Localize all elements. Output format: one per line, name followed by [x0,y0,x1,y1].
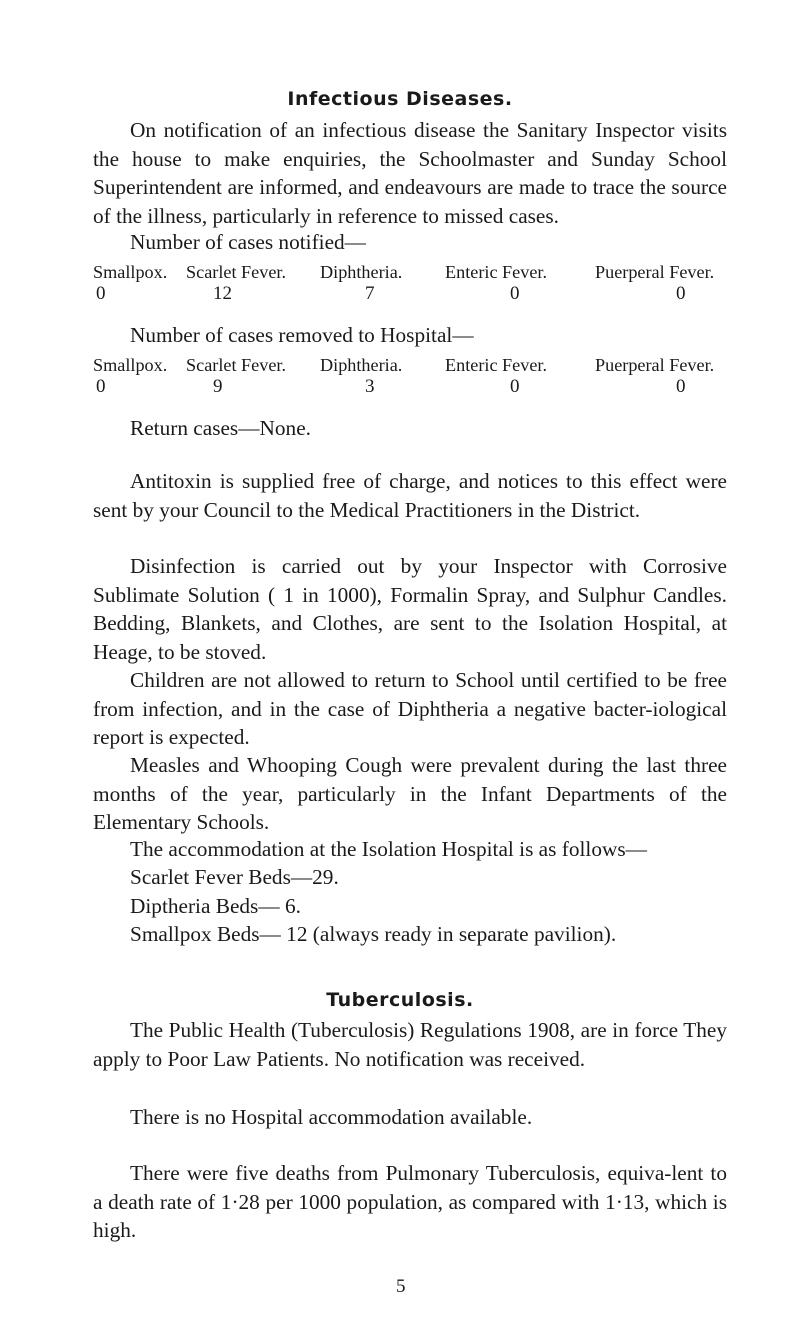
notified-label: Number of cases notified— [130,230,366,254]
notified-value: 0 [96,283,106,304]
children-paragraph: Children are not allowed to return to School until certified to be free from infection, and in the case of Diphtheria a negative bacter-iological report is expected. [93,668,727,749]
notified-table [93,262,727,305]
removed-value: 9 [213,376,223,397]
beds-line: Diptheria Beds— 6. [130,894,301,918]
removed-value: 0 [676,376,686,397]
measles-paragraph: Measles and Whooping Cough were prevalent during the last three months of the year, particularly in the Infant Departments of the Elementary Schools. [93,753,727,834]
infectious-diseases-heading: Infectious Diseases. [287,88,513,110]
hospital-accommodation-paragraph: There is no Hospital accommodation available. [130,1105,533,1129]
removed-value: 0 [96,376,106,397]
regulations-paragraph: The Public Health (Tuberculosis) Regulations 1908, are in force They apply to Poor Law Patients. No notification was received. [93,1018,727,1071]
page-number: 5 [396,1276,406,1297]
notified-value: 7 [365,283,375,304]
notified-value: 0 [676,283,686,304]
notification-paragraph: On notification of an infectious disease the Sanitary Inspector visits the house to make enquiries, the Schoolmaster and Sunday School Superintendent are informed, and endeavours are made to trace the source of the illness, particularly in reference to missed cases. [93,118,727,228]
removed-label: Number of cases removed to Hospital— [130,323,474,347]
removed-header: Enteric Fever. [445,355,548,375]
notified-value: 12 [213,283,232,304]
accommodation-intro: The accommodation at the Isolation Hospital is as follows— [130,837,647,861]
removed-header: Scarlet Fever. [186,355,286,375]
beds-line: Smallpox Beds— 12 (always ready in separate pavilion). [130,922,617,946]
removed-header: Puerperal Fever. [595,355,715,375]
disinfection-paragraph: Disinfection is carried out by your Inspector with Corrosive Sublimate Solution ( 1 in 1000), Formalin Spray, and Sulphur Candles. Bedding, Blankets, and Clothes, are sent to the Isolation Hospital, at Heage, to be stoved. [93,554,727,664]
removed-value: 3 [365,376,375,397]
removed-header: Diphtheria. [320,355,403,375]
notified-header: Diphtheria. [320,262,403,282]
notified-value: 0 [510,283,520,304]
tuberculosis-heading: Tuberculosis. [326,989,474,1011]
deaths-paragraph: There were five deaths from Pulmonary Tuberculosis, equiva-lent to a death rate of 1·28 per 1000 population, as compared with 1·13, which is high. [93,1161,727,1242]
return-cases-line: Return cases—None. [130,416,311,440]
removed-table [93,355,727,398]
beds-line: Scarlet Fever Beds—29. [130,865,339,889]
removed-value: 0 [510,376,520,397]
notified-header: Puerperal Fever. [595,262,715,282]
notified-header: Enteric Fever. [445,262,548,282]
removed-header: Smallpox. [93,355,168,375]
antitoxin-paragraph: Antitoxin is supplied free of charge, and notices to this effect were sent by your Council to the Medical Practitioners in the District. [93,469,727,522]
notified-header: Scarlet Fever. [186,262,286,282]
notified-header: Smallpox. [93,262,168,282]
